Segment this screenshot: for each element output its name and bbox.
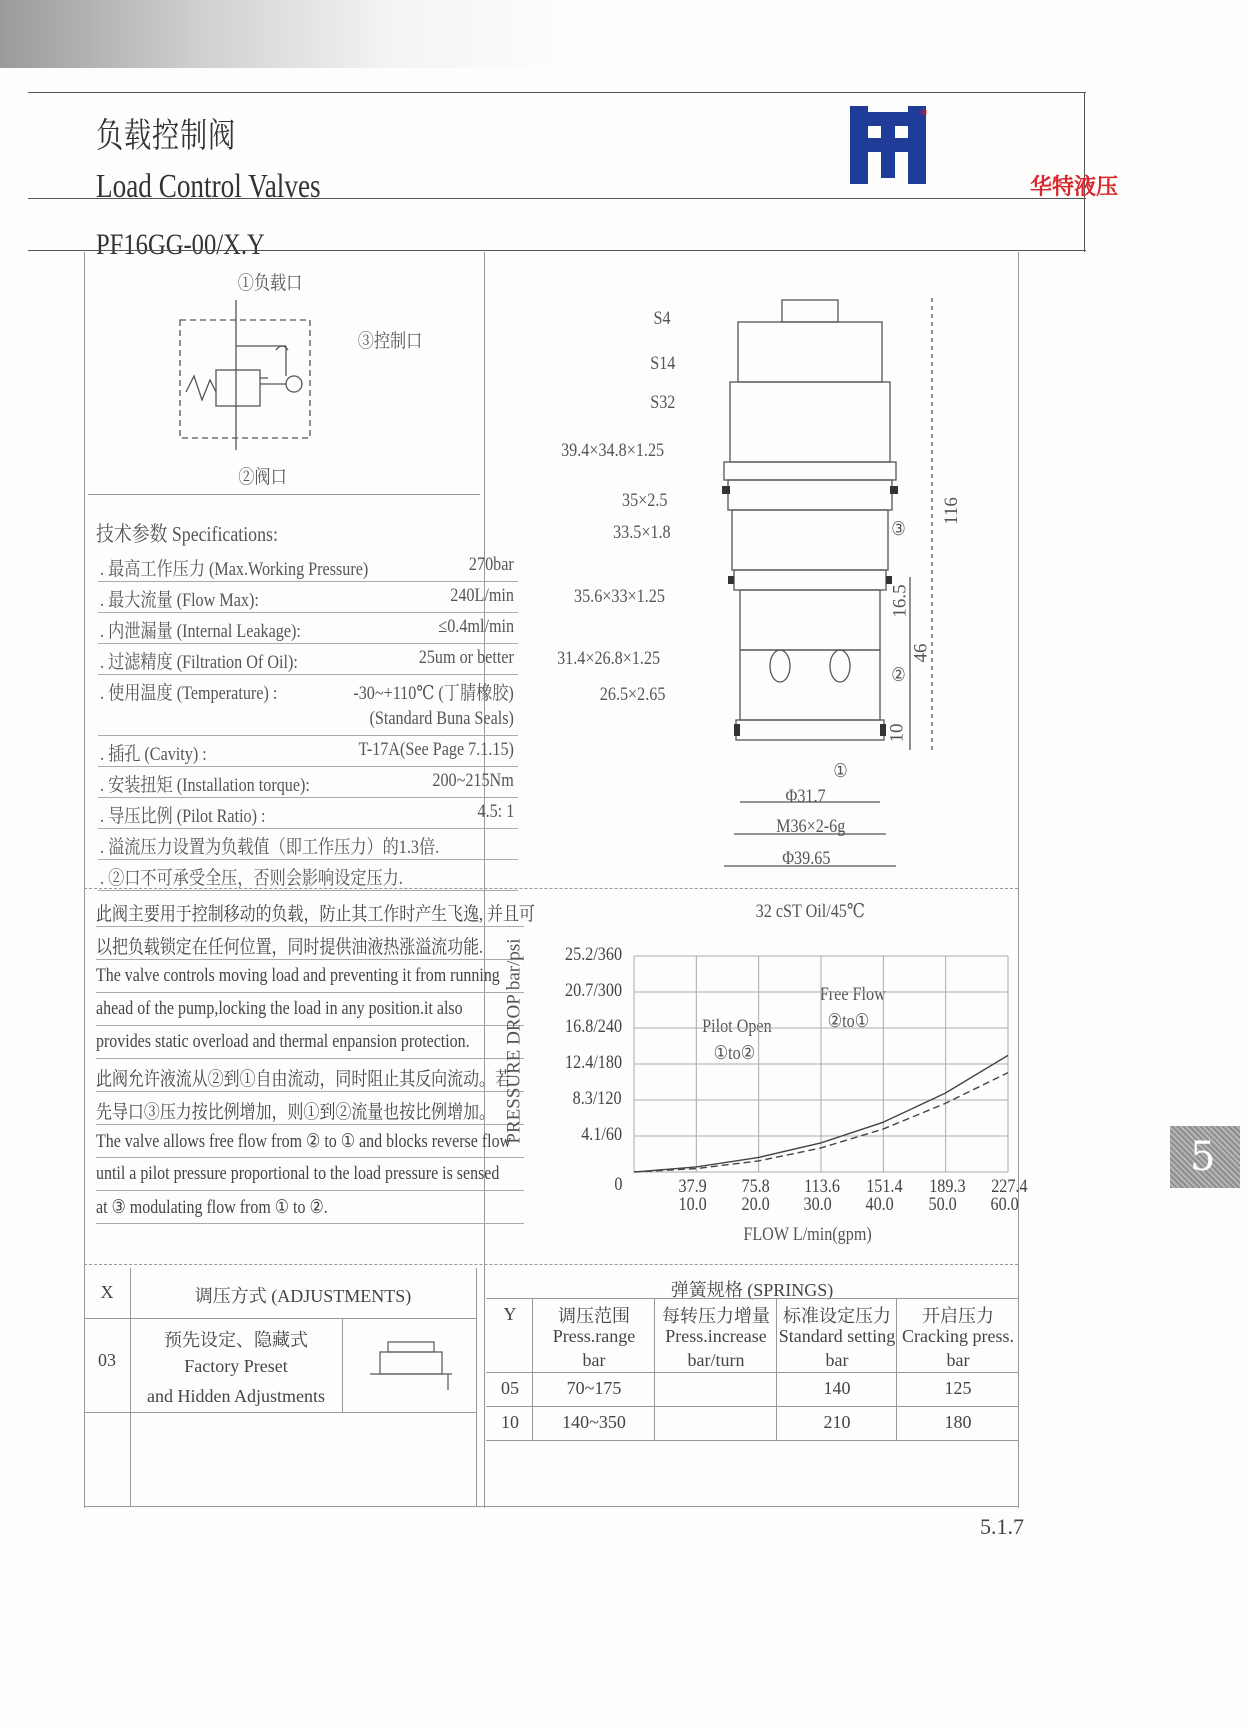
label-oring-1: 39.4×34.8×1.25 (561, 440, 665, 461)
brand-name: 华特液压 (1030, 175, 1119, 200)
x-tick-label-lpm: 37.9 (678, 1176, 708, 1197)
spec-row: . 最高工作压力 (Max.Working Pressure) 270bar (98, 548, 518, 582)
x-tick-label-lpm: 151.4 (866, 1176, 903, 1197)
y-tick-label: 25.2/360 (565, 944, 622, 965)
springs-col-range-cn: 调压范围 (558, 1306, 630, 1326)
springs-header-rule (486, 1372, 1018, 1373)
adj-row-rule (84, 1412, 476, 1413)
x-tick-label-gpm: 30.0 (803, 1194, 832, 1215)
spring-row-crack: 125 (944, 1378, 972, 1398)
adj-line-3: and Hidden Adjustments (147, 1386, 325, 1406)
title-cn: 负载控制阀 (96, 118, 236, 155)
label-h165: 16.5 (889, 584, 911, 618)
label-h116: 116 (940, 497, 962, 525)
label-thread: M36×2-6g (776, 816, 846, 837)
springs-col-rule (776, 1298, 777, 1440)
y-tick-label: 8.3/120 (573, 1088, 622, 1109)
spring-row-std: 210 (823, 1412, 851, 1432)
spring-row-range: 70~175 (566, 1378, 622, 1398)
adj-line-2: Factory Preset (184, 1356, 288, 1376)
x-tick-label-gpm: 50.0 (928, 1194, 957, 1215)
adj-line-1: 预先设定、隐藏式 (164, 1330, 308, 1350)
chart-title: 32 cST Oil/45℃ (755, 901, 865, 922)
description-line: at ③ modulating flow from ① to ②. (96, 1190, 524, 1224)
description-line: ahead of the pump,locking the load in any position.it also (96, 992, 524, 1026)
spec-row: . 过滤精度 (Filtration Of Oil): 25um or better (98, 641, 518, 675)
y-tick-label: 4.1/60 (581, 1124, 622, 1145)
springs-col-inc-cn: 每转压力增量 (662, 1306, 770, 1326)
adj-img-rule (342, 1318, 343, 1412)
annotation-pilot-open-path: ①to② (713, 1043, 756, 1064)
spec-row: . 使用温度 (Temperature) : -30~+110℃ (丁腈橡胶) (100, 683, 514, 704)
label-dia-3: Φ39.65 (782, 848, 831, 869)
specs-heading: 技术参数 Specifications: (96, 522, 278, 546)
x-tick-label-gpm: 20.0 (741, 1194, 770, 1215)
springs-col-std-cn: 标准设定压力 (783, 1306, 891, 1326)
springs-col-rule (532, 1298, 533, 1440)
spring-row-crack: 180 (944, 1412, 972, 1432)
title-en: Load Control Valves (96, 168, 321, 205)
spec-row: (Standard Buna Seals) (98, 702, 518, 736)
y-tick-label: 0 (613, 1174, 622, 1195)
y-tick-label: 12.4/180 (565, 1052, 622, 1073)
adj-right-rule (476, 1268, 477, 1506)
adj-col-x: X (100, 1282, 114, 1302)
description-line: until a pilot pressure proportional to the load pressure is sensed (96, 1157, 524, 1191)
symbol-port2: ②阀口 (238, 467, 287, 488)
adj-code: 03 (98, 1350, 116, 1370)
spec-row: . 最大流量 (Flow Max): 240L/min (98, 579, 518, 613)
label-port-1: ① (833, 761, 848, 782)
symbol-port1: ①负载口 (237, 273, 303, 294)
x-tick-label-lpm: 113.6 (804, 1176, 840, 1197)
springs-row-rule-2 (486, 1440, 1018, 1441)
spec-row: . 导压比例 (Pilot Ratio) : 4.5: 1 (98, 795, 518, 829)
description-line: 以把负载锁定在任何位置，同时提供油液热涨溢流功能. (96, 926, 524, 960)
chart-xlabel: FLOW L/min(gpm) (743, 1224, 872, 1245)
y-tick-label: 20.7/300 (565, 980, 622, 1001)
x-tick-label-gpm: 40.0 (865, 1194, 895, 1215)
description-line: 此阀允许液流从②到①自由流动，同时阻止其反向流动。若 (96, 1058, 524, 1092)
tables-bottom-rule (84, 1506, 1018, 1507)
spec-row: . 内泄漏量 (Internal Leakage): ≤0.4ml/min (98, 610, 518, 644)
annotation-free-flow-path: ②to① (827, 1011, 870, 1032)
label-dia-1: Φ31.7 (785, 786, 826, 807)
springs-heading: 弹簧规格 (SPRINGS) (670, 1280, 834, 1300)
label-oring-6: 26.5×2.65 (599, 684, 666, 705)
chart-ylabel: PRESSURE DROP bar/psi (503, 938, 525, 1144)
springs-col-crack-en: Cracking press. (902, 1326, 1014, 1346)
springs-col-inc-unit: bar/turn (687, 1350, 745, 1370)
svg-text:®: ® (920, 108, 928, 119)
springs-col-crack-unit: bar (946, 1350, 970, 1370)
springs-row-rule (486, 1406, 1018, 1407)
label-oring-2: 35×2.5 (622, 490, 668, 511)
spring-row-y: 10 (501, 1412, 519, 1432)
springs-col-std-en: Standard setting (778, 1326, 896, 1346)
x-tick-label-gpm: 10.0 (678, 1194, 708, 1215)
label-oring-4: 35.6×33×1.25 (574, 586, 665, 607)
springs-col-crack-cn: 开启压力 (922, 1306, 994, 1326)
section-tab: 5 (1170, 1126, 1240, 1188)
adjuster-cap-icon (370, 1336, 454, 1392)
springs-heading-rule (486, 1298, 1018, 1299)
springs-col-range-unit: bar (582, 1350, 606, 1370)
spec-row: . 安装扭矩 (Installation torque): 200~215Nm (98, 764, 518, 798)
annotation-pilot-open: Pilot Open (702, 1016, 772, 1037)
label-h46: 46 (910, 643, 932, 663)
springs-col-y: Y (503, 1304, 517, 1324)
tables-top-rule (84, 1264, 1018, 1265)
description-line: 先导口③压力按比例增加，则①到②流量也按比例增加。 (96, 1091, 524, 1125)
label-s4: S4 (653, 308, 671, 329)
spec-row: . 溢流压力设置为负载值（即工作压力）的1.3倍. (98, 826, 518, 860)
description-line: provides static overload and thermal enpansion protection. (96, 1025, 524, 1059)
springs-col-rule (896, 1298, 897, 1440)
label-oring-5: 31.4×26.8×1.25 (557, 648, 661, 669)
adj-heading: 调压方式 (ADJUSTMENTS) (194, 1286, 412, 1306)
label-s32: S32 (650, 392, 676, 413)
spec-row: . ②口不可承受全压，否则会影响设定压力. (98, 857, 518, 891)
description-line: The valve controls moving load and preventing it from running (96, 959, 524, 993)
model-number: PF16GG-00/X.Y (96, 228, 265, 261)
label-s14: S14 (650, 353, 676, 374)
springs-col-std-unit: bar (825, 1350, 849, 1370)
label-port-2: ② (891, 665, 906, 686)
annotation-free-flow: Free Flow (819, 984, 886, 1005)
page-number: 5.1.7 (980, 1514, 1024, 1539)
x-tick-label-lpm: 227.4 (991, 1176, 1028, 1197)
spec-row: . 插孔 (Cavity) : T-17A(See Page 7.1.15) (98, 733, 518, 767)
symbol-port3: ③控制口 (357, 331, 423, 352)
label-h10: 10 (886, 723, 908, 743)
description-line: 此阀主要用于控制移动的负载，防止其工作时产生飞逸, 并且可 (96, 893, 524, 927)
x-tick-label-lpm: 75.8 (741, 1176, 770, 1197)
spring-row-range: 140~350 (562, 1412, 626, 1432)
x-tick-label-lpm: 189.3 (928, 1176, 966, 1197)
description-line: The valve allows free flow from ② to ① and blocks reverse flow (96, 1124, 524, 1158)
x-tick-label-gpm: 60.0 (990, 1194, 1019, 1215)
label-oring-3: 33.5×1.8 (613, 522, 671, 543)
spring-row-y: 05 (501, 1378, 519, 1398)
y-tick-label: 16.8/240 (565, 1016, 622, 1037)
springs-col-inc-en: Press.increase (665, 1326, 767, 1346)
springs-col-range-en: Press.range (552, 1326, 636, 1346)
label-port-3: ③ (891, 519, 906, 540)
springs-col-rule (654, 1298, 655, 1440)
spring-row-std: 140 (823, 1378, 851, 1398)
adj-header-rule (84, 1318, 476, 1319)
